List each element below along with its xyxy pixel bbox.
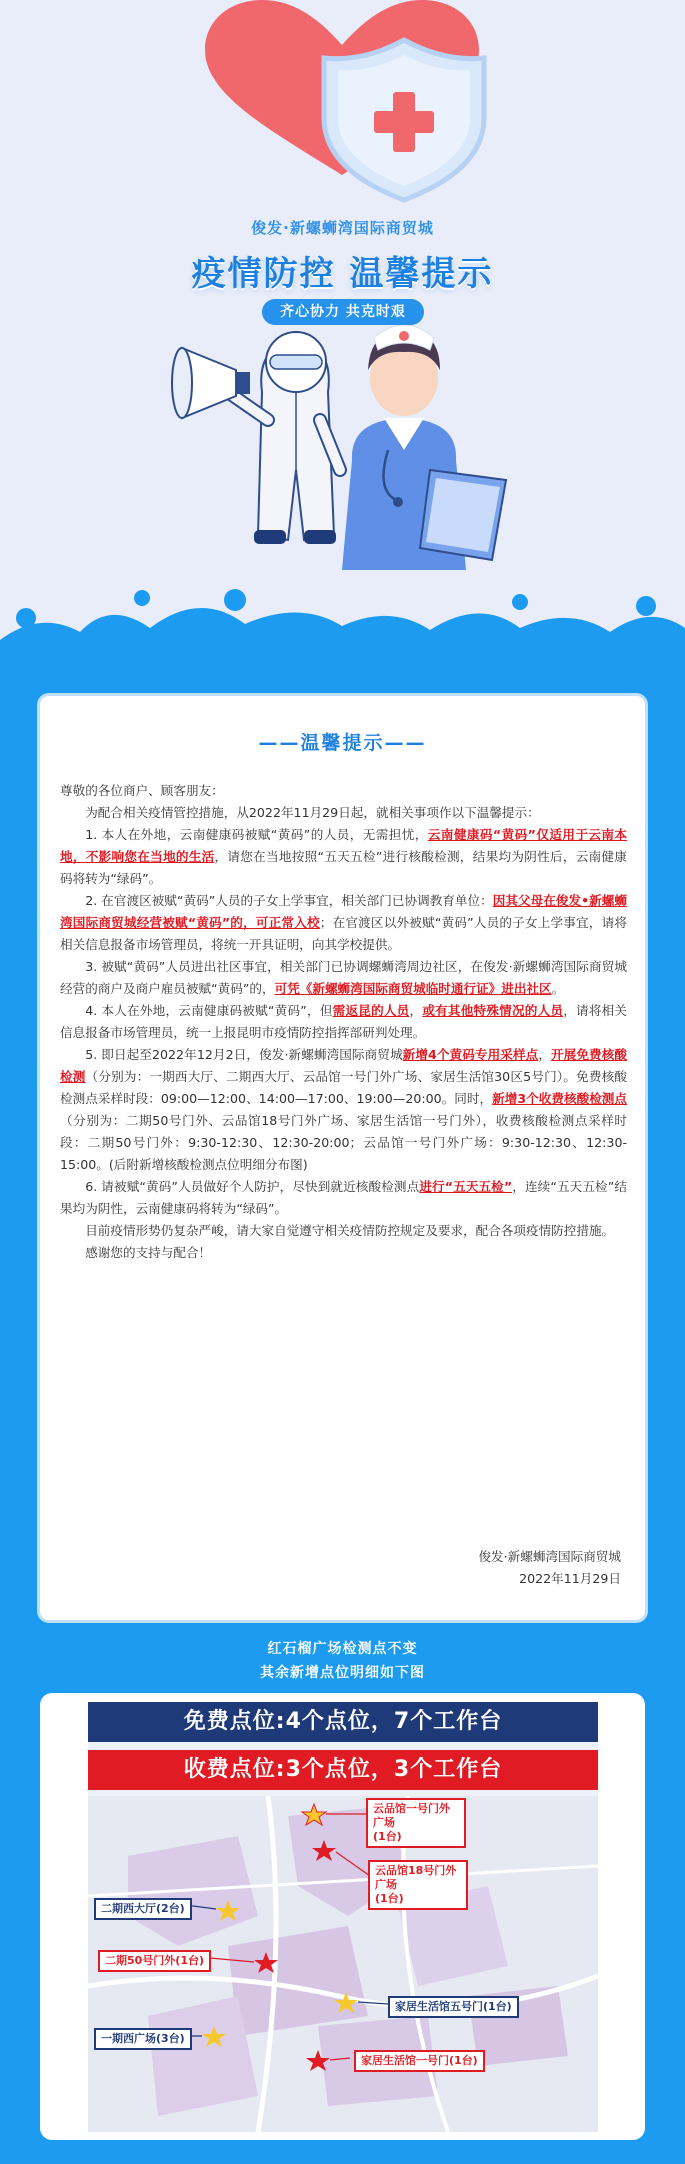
wave-edge <box>0 608 685 690</box>
closing-paragraph: 目前疫情形势仍复杂严峻，请大家自觉遵守相关疫情防控规定及要求，配合各项疫情防控措施。 <box>85 1223 615 1238</box>
item-1: 1. 本人在外地，云南健康码被赋“黄码”的人员，无需担忧，云南健康码“黄码”仅适用于云南本地，不影响您在当地的生活，请您在当地按照“五天五检”进行核酸检测，结果均为阴性后，云南健康码将转为“绿码”。 <box>60 827 627 886</box>
notice-body <box>60 780 627 1264</box>
nurse-figure <box>342 325 506 570</box>
paid-sites-banner: 收费点位:3个点位，3个工作台 <box>88 1750 598 1790</box>
map-note-1: 红石榴广场检测点不变 <box>267 1641 418 1657</box>
intro-paragraph: 为配合相关疫情管控措施，从2022年11月29日起，就相关事项作以下温馨提示： <box>85 805 540 820</box>
doctor-figure <box>232 332 340 544</box>
org-name: 俊发·新螺蛳湾国际商贸城 <box>251 219 434 237</box>
site-map <box>88 1702 598 2132</box>
thanks-line: 感谢您的支持与配合！ <box>85 1245 212 1260</box>
greeting: 尊敬的各位商户、顾客朋友： <box>60 783 224 798</box>
signature-date: 2022年11月29日 <box>519 1571 621 1586</box>
slogan-badge: 齐心协力 共克时艰 <box>262 299 424 325</box>
map-card <box>40 1693 645 2140</box>
item-4: 4. 本人在外地，云南健康码被赋“黄码”，但需返昆的人员，或有其他特殊情况的人员，请将相关信息报备市场管理员，统一上报昆明市疫情防控指挥部研判处理。 <box>60 1003 628 1040</box>
signature <box>478 1546 621 1590</box>
page-title: 疫情防控 温馨提示 <box>191 254 494 294</box>
label-yunpin18: 云品馆18号门外广场 (1台) <box>368 1860 468 1910</box>
label-yiqi-west: 一期西广场(3台) <box>94 2028 192 2050</box>
notice-card <box>37 693 648 1623</box>
signature-org: 俊发·新螺蛳湾国际商贸城 <box>478 1549 621 1564</box>
hero-illustration <box>0 0 685 690</box>
hero-banner <box>0 0 685 690</box>
item-3: 3. 被赋“黄码”人员进出社区事宜，相关部门已协调螺蛳湾周边社区，在俊发·新螺蛳湾国际商贸城经营的商户及商户雇员被赋“黄码”的，可凭《新螺蛳湾国际商贸城临时通行证》进出社区。 <box>60 959 627 996</box>
label-erqi50: 二期50号门外(1台) <box>98 1950 211 1972</box>
item-5: 5. 即日起至2022年12月2日，俊发·新螺蛳湾国际商贸城新增4个黄码专用采样点，开展免费核酸检测（分别为：一期西大厅、二期西大厅、云品馆一号门外广场、家居生活馆30区5号门）。免费核酸检测点采样时段：09:00—12:00、14:00—17:00、19:00—20:00。同时，新增3个收费核酸检测点（分别为：二期50号门外、云品馆18号门外广场、家居生活馆一号门外），收费核酸检测点采样时段：二期50号门外：9:30-12:30、12:30-20:00；云品馆一号门外广场：9:30-12:30、12:30-15:00。(后附新增核酸检测点位明细分布图) <box>60 1047 628 1172</box>
item-6: 6. 请被赋“黄码”人员做好个人防护，尽快到就近核酸检测点进行“五天五检”，连续“五天五检”结果均为阴性，云南健康码将转为“绿码”。 <box>60 1179 627 1216</box>
item-2: 2. 在官渡区被赋“黄码”人员的子女上学事宜，相关部门已协调教育单位：因其父母在俊发•新螺蛳湾国际商贸城经营被赋“黄码”的，可正常入校；在官渡区以外被赋“黄码”人员的子女上学事宜，请将相关信息报备市场管理员，将统一开具证明，向其学校提供。 <box>60 893 627 952</box>
notice-heading: ——温馨提示—— <box>258 732 427 754</box>
label-jiaju5: 家居生活馆五号门(1台) <box>388 1996 519 2018</box>
label-yunpin1: 云品馆一号门外广场 (1台) <box>366 1798 466 1848</box>
map-note-2: 其余新增点位明细如下图 <box>260 1665 425 1681</box>
label-erqi-west: 二期西大厅(2台) <box>94 1898 192 1920</box>
free-sites-banner: 免费点位:4个点位，7个工作台 <box>88 1702 598 1742</box>
label-jiaju1: 家居生活馆一号门(1台) <box>354 2050 485 2072</box>
